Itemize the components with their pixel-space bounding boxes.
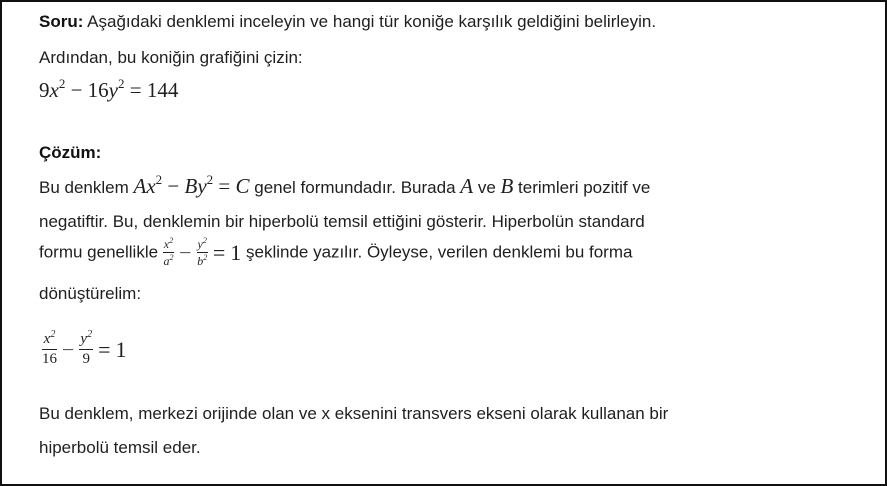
gf-y: y <box>197 174 207 198</box>
converted-equation <box>42 329 127 367</box>
solution-text-1c: ve <box>473 178 501 197</box>
eq-y-var: y <box>108 78 118 102</box>
std-y-num: y <box>197 237 203 251</box>
std-minus: − <box>179 239 192 265</box>
eq-minus: − <box>65 78 88 102</box>
solution-text-3a: formu genellikle <box>39 242 163 262</box>
conv-equals: = <box>98 336 111 362</box>
solution-text-3b: şeklinde yazılır. Öyleyse, verilen denklemi bu forma <box>241 242 633 262</box>
std-form-x-fraction <box>163 238 174 267</box>
std-x-exp: 2 <box>169 236 174 245</box>
conclusion-line-1 <box>39 404 668 424</box>
eq-x-var: x <box>49 78 59 102</box>
problem-line-1 <box>39 12 656 32</box>
solution-text-1b: genel formundadır. Burada <box>249 178 461 197</box>
solution-line-2 <box>39 212 645 232</box>
solution-line-4 <box>39 284 141 304</box>
std-form-y-fraction <box>197 238 208 267</box>
gf-x-exp: 2 <box>155 172 163 187</box>
eq-equals: = <box>124 78 147 102</box>
problem-text-1: Aşağıdaki denklemi inceleyin ve hangi tür koniğe karşılık geldiğini belirleyin. <box>83 12 657 31</box>
conv-x-fraction <box>42 329 57 367</box>
conv-x-exp: 2 <box>50 329 56 340</box>
eq-coef-b: 16 <box>87 78 109 102</box>
problem-label: Soru: <box>39 12 84 31</box>
conv-y-exp: 2 <box>87 329 93 340</box>
solution-line-1 <box>39 174 650 199</box>
conv-y-fraction <box>79 329 93 367</box>
gf-x: x <box>146 174 156 198</box>
problem-equation <box>39 78 178 103</box>
std-one: 1 <box>230 239 242 265</box>
solution-heading-line <box>39 143 101 163</box>
std-b-den: b <box>197 254 204 268</box>
conclusion-line-2 <box>39 438 201 458</box>
problem-line-2 <box>39 48 303 68</box>
conclusion-text-2: hiperbolü temsil eder. <box>39 438 201 457</box>
conv-minus: − <box>62 336 75 362</box>
solution-line-3 <box>39 238 632 267</box>
conv-den-16: 16 <box>42 351 57 367</box>
std-equals: = <box>212 239 226 265</box>
gf-C: C <box>235 174 250 198</box>
gf-A: A <box>133 174 147 198</box>
std-a-exp: 2 <box>169 253 174 262</box>
eq-coef-a: 9 <box>39 78 50 102</box>
solution-text-4: dönüştürelim: <box>39 284 142 303</box>
problem-text-2: Ardından, bu koniğin grafiğini çizin: <box>39 48 303 67</box>
std-a-den: a <box>163 254 170 268</box>
gf-B: B <box>184 174 198 198</box>
std-b-exp: 2 <box>203 253 208 262</box>
solution-text-1a: Bu denklem <box>39 178 134 197</box>
conv-den-9: 9 <box>82 351 90 367</box>
eq-rhs: 144 <box>146 78 179 102</box>
general-form-equation <box>134 174 250 198</box>
gf-y-exp: 2 <box>206 172 214 187</box>
eq-y-exp: 2 <box>118 76 125 91</box>
solution-text-1d: terimleri pozitif ve <box>513 178 651 197</box>
eq-x-exp: 2 <box>58 76 66 91</box>
gf-equals: = <box>213 174 236 198</box>
solution-text-2: negatiftir. Bu, denklemin bir hiperbolü temsil ettiğini gösterir. Hiperbolün standard <box>39 212 645 231</box>
solution-label: Çözüm: <box>39 143 102 162</box>
conv-one: 1 <box>115 336 127 362</box>
std-y-exp: 2 <box>202 236 207 245</box>
std-x-num: x <box>163 237 170 251</box>
conv-y-num: y <box>80 331 88 347</box>
var-A: A <box>460 174 474 198</box>
gf-minus: − <box>162 174 185 198</box>
conclusion-text-1: Bu denklem, merkezi orijinde olan ve x eksenini transvers ekseni olarak kullanan bir <box>39 404 669 423</box>
conv-x-num: x <box>43 331 51 347</box>
var-B: B <box>500 174 514 198</box>
